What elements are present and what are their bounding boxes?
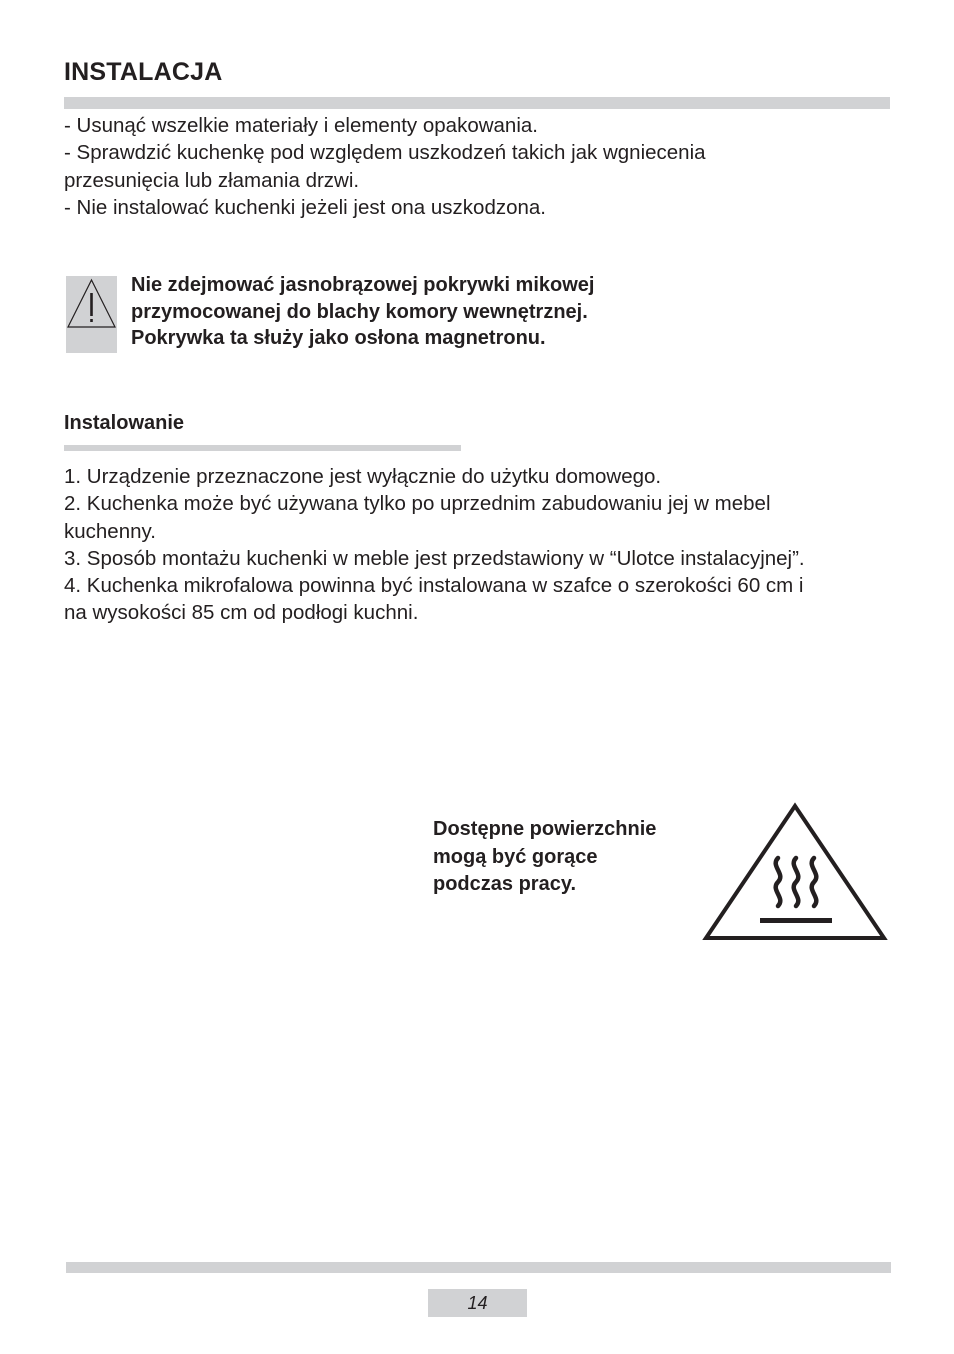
step-line: 4. Kuchenka mikrofalowa powinna być instalowana w szafce o szerokości 60 cm i [64, 574, 804, 598]
hot-surface-line: podczas pracy. [433, 873, 577, 895]
warning-icon-box [66, 276, 117, 353]
warning-line: Nie zdejmować jasnobrązowej pokrywki mikowej [131, 274, 595, 296]
step-line: 3. Sposób montażu kuchenki w meble jest przedstawiony w “Ulotce instalacyjnej”. [64, 546, 805, 570]
page-number: 14 [428, 1289, 527, 1317]
page-title: INSTALACJA [64, 58, 223, 86]
intro-line: - Usunąć wszelkie materiały i elementy opakowania. [64, 114, 538, 137]
step-line: 1. Urządzenie przeznaczone jest wyłącznie do użytku domowego. [64, 465, 662, 488]
warning-triangle-icon [66, 276, 117, 353]
footer-divider [66, 1262, 891, 1273]
step-line: na wysokości 85 cm od podłogi kuchni. [64, 601, 419, 625]
section-divider [64, 445, 461, 451]
warning-line: Pokrywka ta służy jako osłona magnetronu. [131, 327, 546, 349]
intro-line: - Sprawdzić kuchenkę pod względem uszkodzeń takich jak wgniecenia [64, 141, 706, 165]
hot-surface-text [433, 816, 656, 899]
hot-surface-warning-icon [702, 802, 888, 944]
section-heading: Instalowanie [64, 412, 185, 434]
hot-surface-line: Dostępne powierzchnie [433, 818, 657, 840]
intro-text [64, 112, 894, 221]
title-divider [64, 97, 890, 109]
installation-steps [64, 463, 894, 627]
intro-line: przesunięcia lub złamania drzwi. [64, 168, 360, 192]
intro-line: - Nie instalować kuchenki jeżeli jest ona uszkodzona. [64, 195, 547, 219]
warning-text [131, 272, 594, 352]
step-line: kuchenny. [64, 519, 156, 543]
step-line: 2. Kuchenka może być używana tylko po uprzednim zabudowaniu jej w mebel [64, 492, 771, 516]
warning-line: przymocowanej do blachy komory wewnętrznej. [131, 300, 588, 323]
hot-surface-line: mogą być gorące [433, 845, 598, 868]
